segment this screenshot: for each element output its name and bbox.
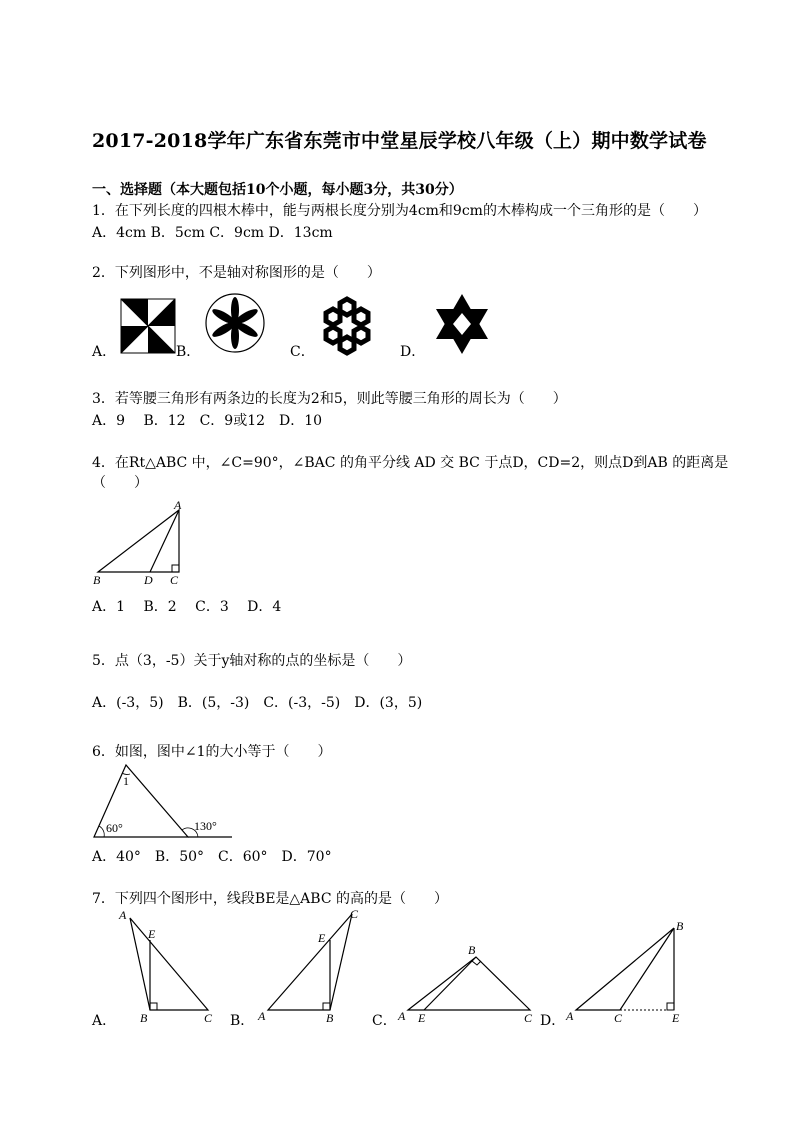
pinwheel-figure	[120, 298, 176, 354]
fig-c-label-b: B	[468, 943, 476, 957]
q2-option-b-label: B．	[176, 344, 201, 360]
fig-c-label-a: A	[398, 1009, 406, 1023]
fig-b-label-b: B	[326, 1011, 334, 1025]
question-3-stem: 3．若等腰三角形有两条边的长度为2和5，则此等腰三角形的周长为（ ）	[92, 391, 567, 407]
question-1-options: A．4cm B．5cm C．9cm D．13cm	[92, 225, 333, 241]
q2-option-d-label: D．	[400, 344, 426, 360]
q7-option-d-label: D．	[540, 1013, 566, 1029]
fig-d-label-c: C	[614, 1011, 623, 1025]
label-d: D	[144, 573, 153, 587]
right-triangle-abc-figure	[90, 496, 200, 588]
question-1-stem: 1．在下列长度的四根木棒中，能与两根长度分别为4cm和9cm的木棒构成一个三角形的是（ ）	[92, 203, 707, 219]
q7-option-b-label: B．	[230, 1013, 255, 1029]
q7-figure-a	[112, 904, 222, 1028]
q7-option-c-label: C．	[372, 1013, 397, 1029]
fig-d-label-e: E	[672, 1011, 680, 1025]
label-a: A	[174, 498, 182, 512]
fig-a-label-e: E	[148, 927, 156, 941]
q7-option-a-label: A．	[92, 1013, 117, 1029]
fig-d-label-a: A	[566, 1009, 574, 1023]
flower-circle-figure	[204, 292, 266, 354]
question-6-options: A．40° B．50° C．60° D．70°	[92, 849, 332, 865]
question-5-options: A．(-3，5) B．(5，-3) C．(-3，-5) D．(3，5)	[92, 695, 423, 711]
question-3-options: A．9 B．12 C．9或12 D．10	[92, 413, 323, 429]
angle-1-label: 1	[123, 774, 129, 788]
question-7-stem: 7．下列四个图形中，线段BE是△ABC 的高的是（ ）	[92, 891, 449, 907]
question-4-stem: 4．在Rt△ABC 中，∠C=90°，∠BAC 的角平分线 AD 交 BC 于点D，CD=2，则点D到AB 的距离是	[92, 455, 729, 471]
fig-b-label-e: E	[318, 931, 326, 945]
q7-figure-b	[256, 904, 366, 1028]
question-6-stem: 6．如图，图中∠1的大小等于（ ）	[92, 744, 332, 760]
angle-60-label: 60°	[106, 821, 123, 835]
page-title: 2017-2018学年广东省东莞市中堂星辰学校八年级（上）期中数学试卷	[92, 130, 707, 152]
triangle-exterior-angle-figure	[90, 758, 240, 844]
question-5-stem: 5．点（3，-5）关于y轴对称的点的坐标是（ ）	[92, 653, 412, 669]
question-4-stem-cont: （ ）	[92, 475, 148, 491]
q2-option-a-label: A．	[92, 344, 117, 360]
star-of-david-figure	[432, 293, 492, 355]
label-b: B	[93, 573, 101, 587]
fig-b-label-c: C	[350, 907, 359, 921]
q7-figure-c	[394, 940, 544, 1030]
question-2-stem: 2．下列图形中，不是轴对称图形的是（ ）	[92, 265, 381, 281]
q7-figure-d	[564, 914, 694, 1030]
q2-option-c-label: C．	[290, 344, 315, 360]
fig-a-label-c: C	[204, 1011, 213, 1025]
fig-a-label-a: A	[119, 908, 127, 922]
question-4-options: A．1 B．2 C．3 D．4	[92, 599, 282, 615]
fig-c-label-c: C	[524, 1011, 533, 1025]
fig-c-label-e: E	[418, 1011, 426, 1025]
fig-d-label-b: B	[676, 919, 684, 933]
label-c: C	[170, 573, 179, 587]
angle-130-label: 130°	[194, 819, 217, 833]
fig-b-label-a: A	[258, 1009, 266, 1023]
section-header: 一、选择题（本大题包括10个小题，每小题3分，共30分）	[92, 182, 463, 198]
fig-a-label-b: B	[140, 1011, 148, 1025]
hexagon-ring-figure	[316, 296, 378, 356]
